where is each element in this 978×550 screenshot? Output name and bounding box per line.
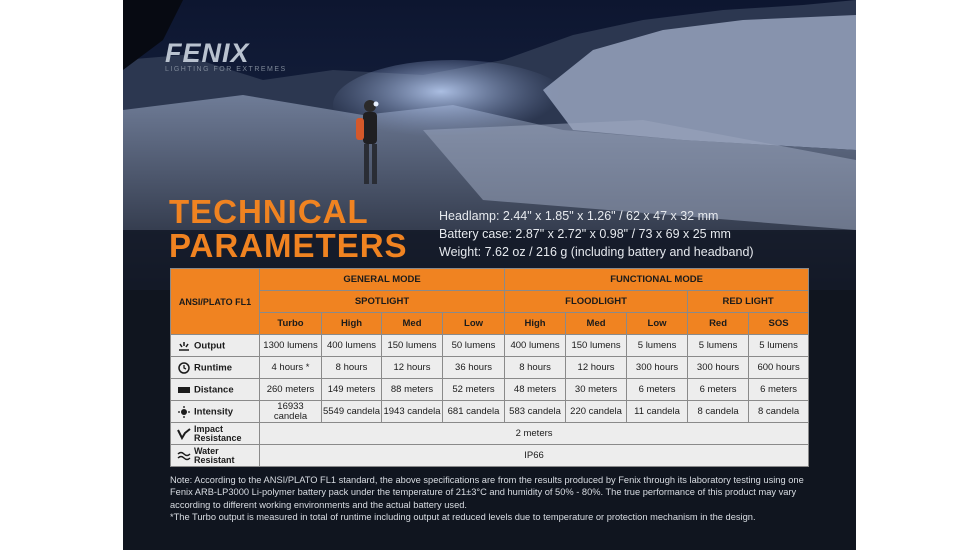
mode-header-0: Turbo (260, 313, 322, 335)
water-label-cell (171, 445, 260, 467)
table-cell: 400 lumens (505, 335, 566, 357)
table-cell: 5 lumens (749, 335, 809, 357)
water-label-1: Water (194, 445, 219, 456)
mode-header-4: High (505, 313, 566, 335)
impact-value: 2 meters (260, 423, 809, 445)
table-cell: 260 meters (260, 379, 322, 401)
spotlight-header: SPOTLIGHT (260, 291, 505, 313)
title-line-2: PARAMETERS (169, 227, 408, 264)
table-cell: 6 meters (627, 379, 688, 401)
table-cell: 300 hours (627, 357, 688, 379)
table-row (171, 357, 809, 379)
row-label-cell (171, 357, 260, 379)
mode-header-7: Red (688, 313, 749, 335)
mode-header-2: Med (382, 313, 443, 335)
table-cell: 36 hours (443, 357, 505, 379)
footnote-turbo: *The Turbo output is measured in total of runtime including output at reduced levels due to temperature or protection mechanism in the design. (170, 511, 756, 522)
spec-headlamp: Headlamp: 2.44" x 1.85" x 1.26" / 62 x 47 x 32 mm (439, 209, 719, 223)
table-cell: 52 meters (443, 379, 505, 401)
brand-tagline: LIGHTING FOR EXTREMES (165, 66, 287, 73)
mode-header-row (171, 313, 809, 335)
table-cell: 5 lumens (688, 335, 749, 357)
table-row (171, 379, 809, 401)
footnote-standard: Note: According to the ANSI/PLATO FL1 standard, the above specifications are from the results produced by Fenix through its laboratory testing using one Fenix ARB-LP3000 Li-polymer battery pack under the temperature of 21±3°C and humidity of 50% - 80%. The true performance of this product may vary according to different working environments and the actual battery used. (170, 475, 804, 510)
table-cell: 681 candela (443, 401, 505, 423)
fenix-logo (165, 38, 287, 73)
table-cell: 300 hours (688, 357, 749, 379)
table-cell: 16933 candela (260, 401, 322, 423)
table-cell: 50 lumens (443, 335, 505, 357)
water-value: IP66 (260, 445, 809, 467)
mode-header-6: Low (627, 313, 688, 335)
table-cell: 5549 candela (322, 401, 382, 423)
mode-header-1: High (322, 313, 382, 335)
table-cell: 8 hours (505, 357, 566, 379)
output-icon (177, 340, 191, 352)
row-label-cell (171, 379, 260, 401)
table-cell: 12 hours (382, 357, 443, 379)
impact-label-cell (171, 423, 260, 445)
table-cell: 220 candela (566, 401, 627, 423)
water-icon (177, 450, 191, 462)
functional-mode-header: FUNCTIONAL MODE (505, 269, 809, 291)
row-label: Output (194, 340, 226, 351)
mode-header-5: Med (566, 313, 627, 335)
table-cell: 88 meters (382, 379, 443, 401)
table-cell: 6 meters (688, 379, 749, 401)
table-cell: 600 hours (749, 357, 809, 379)
table-cell: 6 meters (749, 379, 809, 401)
brand-logo-text: FENIX (165, 38, 250, 68)
table-row (171, 401, 809, 423)
row-label-cell (171, 335, 260, 357)
floodlight-header: FLOODLIGHT (505, 291, 688, 313)
row-label: Intensity (194, 406, 234, 417)
water-label-2: Resistant (194, 454, 235, 465)
impact-label-2: Resistance (194, 432, 242, 443)
table-cell: 150 lumens (382, 335, 443, 357)
spec-battery-case: Battery case: 2.87" x 2.72" x 0.98" / 73 x 69 x 25 mm (439, 227, 731, 241)
row-label: Distance (194, 384, 234, 395)
table-cell: 583 candela (505, 401, 566, 423)
parameters-table (170, 268, 809, 467)
dimension-specs (439, 207, 754, 261)
footnote (170, 474, 820, 523)
table-cell: 400 lumens (322, 335, 382, 357)
mode-header-3: Low (443, 313, 505, 335)
poster (123, 0, 856, 550)
distance-icon (177, 384, 191, 396)
table-cell: 1943 candela (382, 401, 443, 423)
spec-weight: Weight: 7.62 oz / 216 g (including battery and headband) (439, 245, 754, 259)
table-cell: 150 lumens (566, 335, 627, 357)
table-cell: 149 meters (322, 379, 382, 401)
table-cell: 8 hours (322, 357, 382, 379)
title-line-1: TECHNICAL (169, 193, 369, 230)
row-label: Runtime (194, 362, 232, 373)
table-cell: 1300 lumens (260, 335, 322, 357)
table-cell: 11 candela (627, 401, 688, 423)
table-cell: 5 lumens (627, 335, 688, 357)
page-title (169, 195, 408, 263)
runtime-icon (177, 362, 191, 374)
intensity-icon (177, 406, 191, 418)
table-cell: 4 hours * (260, 357, 322, 379)
table-cell: 48 meters (505, 379, 566, 401)
table-cell: 8 candela (688, 401, 749, 423)
row-label-cell (171, 401, 260, 423)
table-cell: 12 hours (566, 357, 627, 379)
impact-label-1: Impact (194, 423, 224, 434)
red-light-header: RED LIGHT (688, 291, 809, 313)
table-cell: 8 candela (749, 401, 809, 423)
general-mode-header: GENERAL MODE (260, 269, 505, 291)
table-row (171, 335, 809, 357)
table-cell: 30 meters (566, 379, 627, 401)
table-corner-label: ANSI/PLATO FL1 (171, 269, 260, 335)
impact-icon (177, 428, 191, 440)
mode-header-8: SOS (749, 313, 809, 335)
